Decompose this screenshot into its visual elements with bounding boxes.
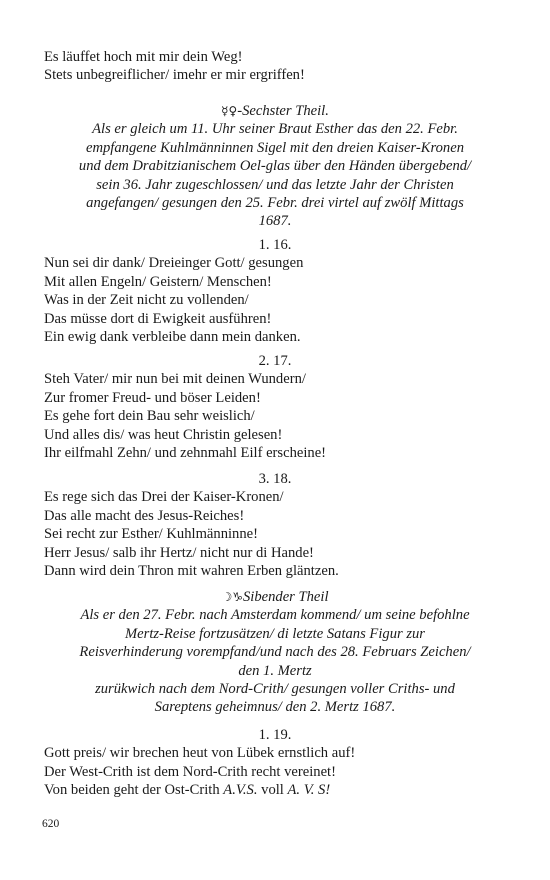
- caption-line: Als er gleich um 11. Uhr seiner Braut Esther das den 22. Febr.: [92, 121, 458, 138]
- verse-line: Herr Jesus/ salb ihr Hertz/ nicht nur di Hande!: [44, 544, 314, 561]
- caption-line: den 1. Mertz: [238, 662, 312, 679]
- stanza-number: 3. 18.: [258, 471, 292, 487]
- verse-line: Und alles dis/ was heut Christin gelesen!: [44, 426, 283, 443]
- verse-line: Es rege sich das Drei der Kaiser-Kronen/: [44, 489, 284, 506]
- alchemy-symbol-icon: ☿♀: [221, 104, 238, 118]
- stanza-1-19: [44, 726, 506, 800]
- verse-line: Zur fromer Freud- und böser Leiden!: [44, 389, 261, 406]
- caption-line: empfangene Kuhlmänninnen Sigel mit den dreien Kaiser-Kronen: [85, 139, 464, 156]
- verse-text: voll: [257, 782, 288, 799]
- moon-capricorn-symbol-icon: ☽♑: [221, 590, 243, 604]
- caption-line: sein 36. Jahr zugeschlossen/ und das letzte Jahr der Christen: [96, 176, 454, 193]
- verse-line: Der West-Crith ist dem Nord-Crith recht vereinet!: [44, 763, 336, 780]
- stanza-3-18: [44, 470, 506, 580]
- section-heading: [44, 588, 506, 606]
- caption-line: und dem Drabitzianischem Oel-glas über den Händen übergebend/: [78, 158, 472, 175]
- verse-line: Ein ewig dank verbleibe dann mein danken.: [44, 329, 301, 346]
- verse-line: Das müsse dort di Ewigkeit ausführen!: [44, 310, 272, 327]
- verse-line: Es gehe fort dein Bau sehr weislich/: [44, 408, 255, 425]
- caption-line: Reisverhinderung vorempfand/und nach des 28. Februars Zeichen/: [79, 644, 471, 661]
- stanza-number: 2. 17.: [258, 353, 292, 369]
- verse-line: Das alle macht des Jesus-Reiches!: [44, 507, 245, 524]
- stanza-number: 1. 19.: [258, 727, 292, 743]
- section-title: -Sechster Theil.: [237, 103, 329, 119]
- verse-line: Nun sei dir dank/ Dreieinger Gott/ gesungen: [44, 255, 304, 272]
- stanza-number: 1. 16.: [258, 237, 292, 253]
- caption-line: zurükwich nach dem Nord-Crith/ gesungen voller Criths- und: [95, 681, 455, 698]
- verse-line: Ihr eilfmahl Zehn/ und zehnmahl Eilf erscheine!: [44, 445, 327, 462]
- caption-line: Mertz-Reise fortzusätzen/ di letzte Satans Figur zur: [125, 625, 425, 642]
- stanza-2-17: [44, 352, 506, 462]
- section-heading: [44, 102, 506, 120]
- stanza-1-16: [44, 236, 506, 346]
- verse-line: Dann wird dein Thron mit wahren Erben gläntzen.: [44, 563, 339, 580]
- verse-line: [44, 781, 506, 799]
- intro-lines: [44, 48, 506, 85]
- section-title: Sibender Theil: [242, 589, 329, 605]
- page-number: 620: [42, 818, 60, 830]
- section-sibender-theil: [44, 588, 506, 717]
- section-sechster-theil: [44, 102, 506, 231]
- intro-line-1: Es läuffet hoch mit mir dein Weg!: [44, 49, 243, 65]
- caption-line: angefangen/ gesungen den 25. Febr. drei virtel auf zwölf Mittags: [86, 195, 464, 212]
- verse-line: Sei recht zur Esther/ Kuhlmänninne!: [44, 526, 258, 543]
- verse-line: Was in der Zeit nicht zu vollenden/: [44, 292, 249, 309]
- verse-line: Mit allen Engeln/ Geistern/ Menschen!: [44, 273, 272, 290]
- abbreviation-avs: A. V. S!: [287, 782, 331, 799]
- abbreviation-avs: A.V.S.: [223, 782, 258, 799]
- intro-line-2: Stets unbegreiflicher/ imehr er mir ergriffen!: [44, 67, 305, 84]
- caption-line: Sareptens geheimnus/ den 2. Mertz 1687.: [154, 699, 396, 716]
- verse-line: Steh Vater/ mir nun bei mit deinen Wundern/: [44, 371, 306, 388]
- verse-line: Gott preis/ wir brechen heut von Lübek ernstlich auf!: [44, 745, 356, 762]
- caption-line: Als er den 27. Febr. nach Amsterdam kommend/ um seine befohlne: [80, 607, 470, 624]
- verse-text: Von beiden geht der Ost-Crith: [44, 782, 224, 799]
- caption-line: 1687.: [258, 213, 292, 230]
